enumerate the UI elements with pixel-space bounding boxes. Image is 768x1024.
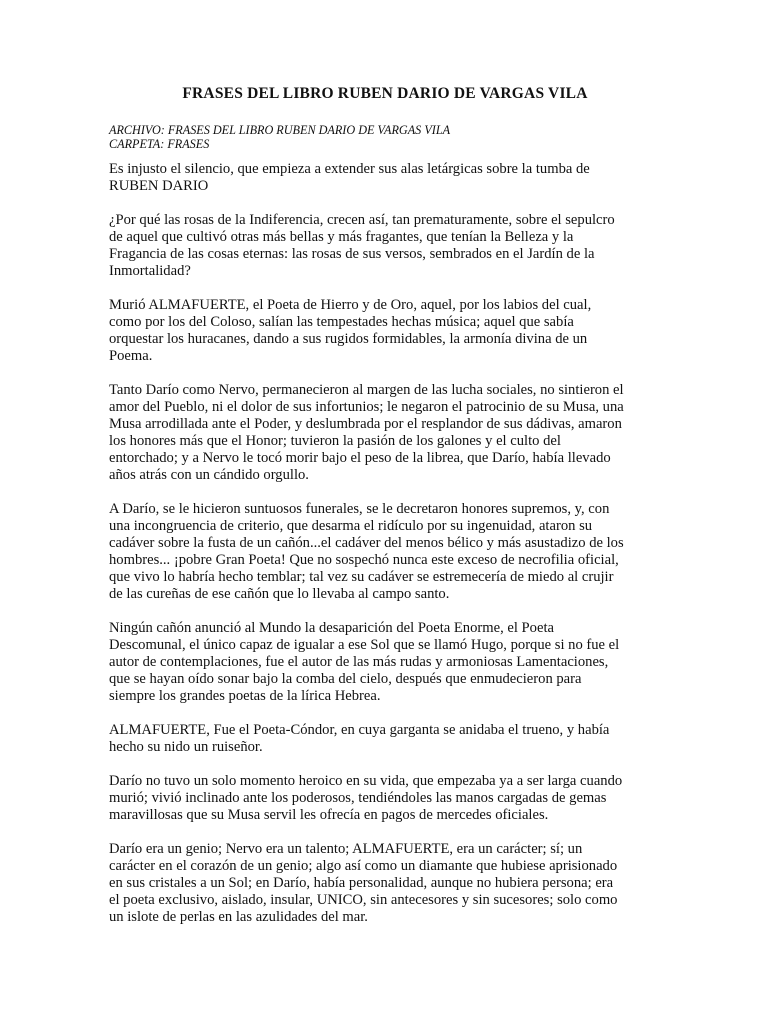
paragraph-line: A Darío, se le hicieron suntuosos funerales, se le decretaron honores supremos, y, con xyxy=(109,501,610,517)
paragraph xyxy=(109,297,661,365)
paragraph-line: que se hayan oído sonar bajo la comba del cielo, después que enmudecieron para xyxy=(109,671,582,687)
paragraph-line: Murió ALMAFUERTE, el Poeta de Hierro y de Oro, aquel, por los labios del cual, xyxy=(109,297,592,313)
paragraph-line: hombres... ¡pobre Gran Poeta! Que no sospechó nunca este exceso de necrofilia oficial, xyxy=(109,552,619,568)
document-title: FRASES DEL LIBRO RUBEN DARIO DE VARGAS VILA xyxy=(182,85,588,102)
document-body xyxy=(109,161,661,926)
paragraph-line: Ningún cañón anunció al Mundo la desaparición del Poeta Enorme, el Poeta xyxy=(109,620,554,636)
paragraph-line: años atrás con un cándido orgullo. xyxy=(109,467,309,483)
paragraph-line: de las cureñas de ese cañón que lo llevaba al campo santo. xyxy=(109,586,450,602)
paragraph-line: amor del Pueblo, ni el dolor de sus infortunios; le negaron el patrocinio de su Musa, una xyxy=(109,399,624,415)
paragraph xyxy=(109,212,661,280)
paragraph-line: como por los del Coloso, salían las tempestades hechas música; aquel que sabía xyxy=(109,314,574,330)
paragraph xyxy=(109,501,661,603)
paragraph-line: entorchado; y a Nervo le tocó morir bajo el peso de la librea, que Darío, había llevado xyxy=(109,450,611,466)
paragraph xyxy=(109,841,661,926)
paragraph-line: Descomunal, el único capaz de igualar a ese Sol que se llamó Hugo, porque si no fue el xyxy=(109,637,620,653)
paragraph-line: ¿Por qué las rosas de la Indiferencia, crecen así, tan prematuramente, sobre el sepulcro xyxy=(109,212,615,228)
paragraph-line: hecho su nido un ruiseñor. xyxy=(109,739,263,755)
paragraph-line: los honores más que el Honor; tuvieron la pasión de los galones y el culto del xyxy=(109,433,561,449)
paragraph-line: murió; vivió inclinado ante los poderosos, tendiéndoles las manos cargadas de gemas xyxy=(109,790,607,806)
carpeta-line: CARPETA: FRASES xyxy=(109,137,210,151)
paragraph-line: que vivo lo habría hecho temblar; tal vez su cadáver se estremecería de miedo al crujir xyxy=(109,569,614,585)
paragraph-line: Es injusto el silencio, que empieza a extender sus alas letárgicas sobre la tumba de xyxy=(109,161,590,177)
paragraph-line: una incongruencia de criterio, que desarma el ridículo por su ingenuidad, ataron su xyxy=(109,518,593,534)
paragraph-line: RUBEN DARIO xyxy=(109,178,209,194)
paragraph-line: Darío no tuvo un solo momento heroico en su vida, que empezaba ya a ser larga cuando xyxy=(109,773,623,789)
paragraph-line: siempre los grandes poetas de la lírica Hebrea. xyxy=(109,688,381,704)
archivo-line: ARCHIVO: FRASES DEL LIBRO RUBEN DARIO DE VARGAS VILA xyxy=(109,123,451,137)
document-page xyxy=(109,84,661,943)
paragraph-line: de aquel que cultivó otras más bellas y más fragantes, que tenían la Belleza y la xyxy=(109,229,574,245)
paragraph-line: Poema. xyxy=(109,348,153,364)
paragraph-line: en sus cristales a un Sol; en Darío, había personalidad, aunque no hubiera persona; era xyxy=(109,875,614,891)
paragraph-line: orquestar los huracanes, dando a sus rugidos formidables, la armonía divina de un xyxy=(109,331,588,347)
paragraph xyxy=(109,722,661,756)
paragraph xyxy=(109,161,661,195)
paragraph-line: carácter en el corazón de un genio; algo así como un diamante que hubiese aprisionado xyxy=(109,858,618,874)
paragraph xyxy=(109,382,661,484)
paragraph-line: Inmortalidad? xyxy=(109,263,191,279)
paragraph-line: Darío era un genio; Nervo era un talento; ALMAFUERTE, era un carácter; sí; un xyxy=(109,841,583,857)
paragraph-line: un islote de perlas en las azulidades del mar. xyxy=(109,909,368,925)
paragraph xyxy=(109,620,661,705)
paragraph-line: ALMAFUERTE, Fue el Poeta-Cóndor, en cuya garganta se anidaba el trueno, y había xyxy=(109,722,610,738)
paragraph-line: Fragancia de las cosas eternas: las rosas de sus versos, sembrados en el Jardín de la xyxy=(109,246,595,262)
paragraph-line: el poeta exclusivo, aislado, insular, UNICO, sin antecesores y sin sucesores; solo como xyxy=(109,892,618,908)
paragraph-line: cadáver sobre la fusta de un cañón...el cadáver del menos bélico y más asustadizo de los xyxy=(109,535,624,551)
paragraph xyxy=(109,773,661,824)
paragraph-line: maravillosas que su Musa servil les ofrecía en pagos de mercedes oficiales. xyxy=(109,807,549,823)
document-meta xyxy=(109,123,661,151)
paragraph-line: Musa arrodillada ante el Poder, y deslumbrada por el resplandor de sus dádivas, amaron xyxy=(109,416,622,432)
paragraph-line: Tanto Darío como Nervo, permanecieron al margen de las lucha sociales, no sintieron el xyxy=(109,382,624,398)
paragraph-line: autor de contemplaciones, fue el autor de las más rudas y armoniosas Lamentaciones, xyxy=(109,654,609,670)
